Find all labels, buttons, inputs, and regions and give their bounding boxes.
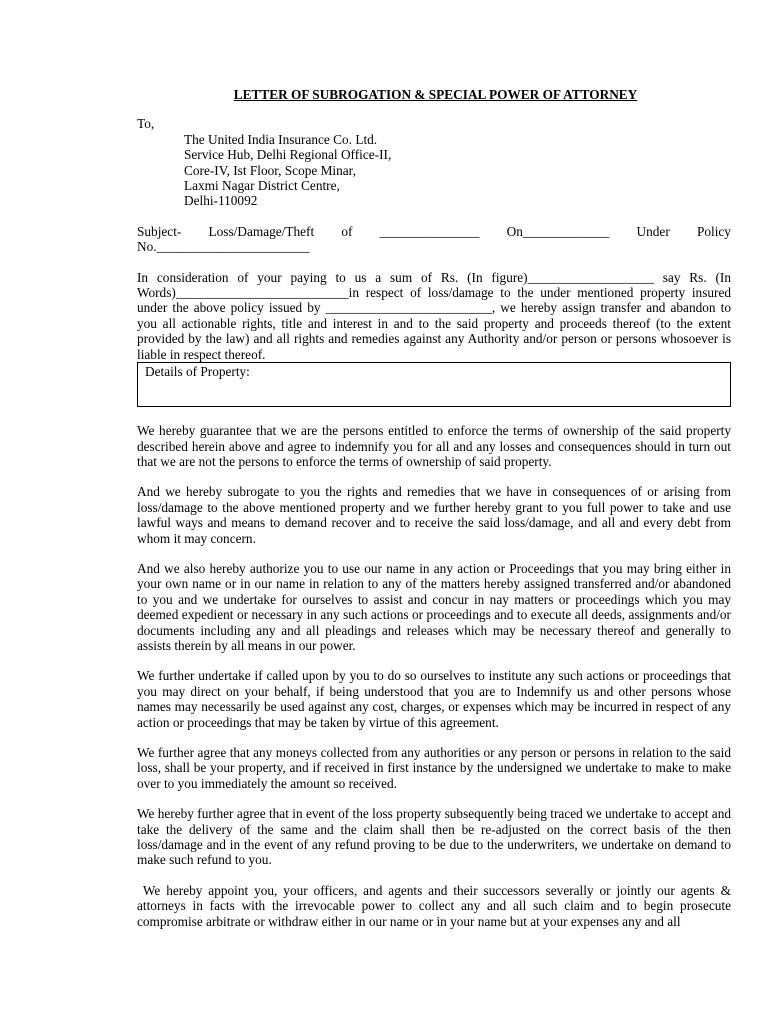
appointment-paragraph: We hereby appoint you, your officers, and agents and their successors severally or jointly our agents & attorneys in facts with the irrevocable power to collect any and all such claim and to begin prosecute compromise arbitrate or withdraw either in our name or in your name but at your expenses any and all — [137, 882, 735, 929]
recipient-address — [184, 132, 731, 209]
subject-word: _______________ — [379, 223, 480, 239]
property-details-box — [137, 362, 731, 407]
address-line: The United India Insurance Co. Ltd. — [184, 131, 378, 147]
subject-line — [137, 224, 731, 255]
document-title: LETTER OF SUBROGATION & SPECIAL POWER OF ATTORNEY — [233, 87, 638, 102]
address-line: Core-IV, Ist Floor, Scope Minar, — [184, 162, 356, 178]
policy-number-line: No._______________________ — [137, 239, 310, 255]
subject-row — [137, 224, 731, 239]
property-details-label: Details of Property: — [145, 364, 250, 380]
address-line: Delhi-110092 — [184, 193, 258, 209]
subrogation-paragraph: And we hereby subrogate to you the rights and remedies that we have in consequences of or arising from loss/damage to the above mentioned property and we further hereby grant to you full power to take and use lawful ways and means to demand recover and to receive the said loss/damage, and all and every debt from whom it may concern. — [137, 484, 731, 546]
subject-word: Under — [636, 223, 670, 239]
letter-body — [137, 87, 735, 929]
authorization-paragraph: And we also hereby authorize you to use our name in any action or Proceedings that you may bring either in your own name or in our name in relation to any of the matters hereby assigned transferred and/or abandoned to you and we undertake for ourselves to assist and concur in nay matters or proceedings which you may deemed expedient or necessary in any such actions or proceedings and to execute all deeds, assignments and/or documents including any and all pleadings and releases which may be necessary thereof and generally to assists therein by all means in our power. — [137, 560, 731, 653]
subject-word: Loss/Damage/Theft — [208, 223, 315, 239]
traced-property-paragraph: We hereby further agree that in event of the loss property subsequently being traced we undertake to accept and take the delivery of the same and the claim shall then be re-adjusted on the correct basis of the then loss/damage and in the event of any refund proving to be due to the underwriters, we undertake on demand to make such refund to you. — [137, 806, 731, 868]
moneys-paragraph: We further agree that any moneys collected from any authorities or any person or persons in relation to the said loss, shall be your property, and if received in first instance by the undersigned we undertake to make to make over to you immediately the amount so received. — [137, 745, 731, 791]
subject-word: of — [341, 223, 353, 239]
to-label: To, — [137, 116, 155, 132]
subject-word: Policy — [696, 223, 731, 239]
guarantee-paragraph: We hereby guarantee that we are the persons entitled to enforce the terms of ownership of the said property described herein above and agree to indemnify you for all and any losses and consequences should in turn out that we are not the persons to enforce the terms of ownership of said property. — [137, 423, 731, 469]
consideration-paragraph: In consideration of your paying to us a sum of Rs. (In figure)___________________ say Rs. (In Words)__________________________in respect of loss/damage to the under mentioned property insured under the above policy issued by _________________________, we hereby assign transfer and abandon to you all actionable rights, title and interest in and to the said property and proceeds thereof (to the extent provided by the law) and all rights and remedies against any Authority and/or person or persons whosoever is liable in respect thereof. — [137, 269, 731, 362]
subject-word: On_____________ — [506, 223, 610, 239]
subject-word: Subject- — [137, 223, 182, 239]
address-line: Laxmi Nagar District Centre, — [184, 178, 340, 194]
address-line: Service Hub, Delhi Regional Office-II, — [184, 147, 392, 163]
undertaking-paragraph: We further undertake if called upon by you to do so ourselves to institute any such actions or proceedings that you may direct on your behalf, if being understood that you are to Indemnify us and other persons whose names may necessarily be used against any cost, charges, or expenses which may be incurred in respect of any action or proceedings that may be taken by virtue of this agreement. — [137, 668, 731, 730]
